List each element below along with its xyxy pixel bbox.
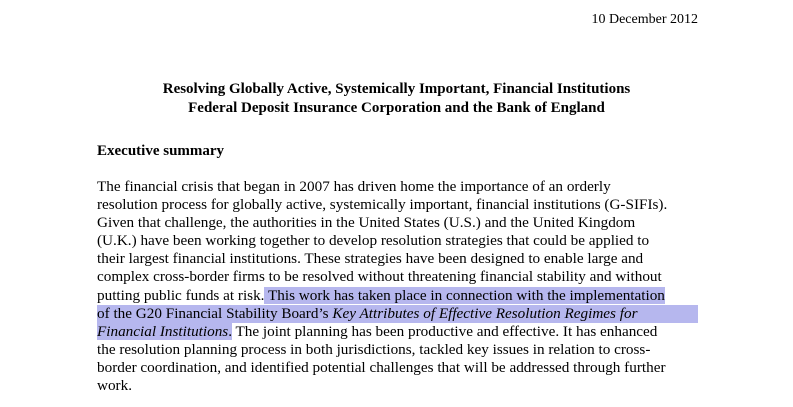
paragraph-line-2: resolution process for globally active, systemically important, financial institutions (G-SIFIs). (97, 196, 668, 214)
paragraph-line-10: the resolution planning process in both jurisdictions, tackled key issues in relation to cross- (97, 340, 651, 358)
paragraph-line-1: The financial crisis that began in 2007 has driven home the importance of an orderly (97, 178, 611, 195)
paragraph-line-11: border coordination, and identified potential challenges that will be addressed through further (97, 358, 666, 376)
line-8-plain-text: of the G20 Financial Stability Board’s (97, 304, 333, 322)
section-heading: Executive summary (97, 143, 225, 159)
paragraph-line-5: their largest financial institutions. These strategies have been designed to enable large and (97, 250, 644, 268)
text-selection-highlight[interactable] (97, 323, 232, 340)
paragraph-line-9 (97, 323, 717, 341)
document-title (0, 80, 793, 118)
paragraph-line-6: complex cross-border firms to be resolved without threatening financial stability and without (97, 268, 662, 286)
line-9-italic-title: Financial Institutions (97, 322, 229, 340)
line-7-plain-text: putting public funds at risk. (97, 286, 265, 304)
text-selection-highlight[interactable]: This work has taken place in connection with the implementation (264, 286, 665, 304)
paragraph-line-4: (U.K.) have been working together to develop resolution strategies that could be applied to (97, 232, 650, 250)
paragraph-line-3: Given that challenge, the authorities in the United States (U.S.) and the United Kingdom (97, 214, 636, 232)
paragraph-line-8 (97, 305, 717, 323)
paragraph-line-7 (97, 287, 717, 305)
document-date: 10 December 2012 (591, 12, 698, 27)
executive-summary-paragraph[interactable] (97, 178, 717, 395)
line-8-italic-title: Key Attributes of Effective Resolution Regimes for (332, 304, 638, 322)
title-line-2: Federal Deposit Insurance Corporation and the Bank of England (188, 100, 605, 116)
line-9-rest-text: The joint planning has been productive and effective. It has enhanced (232, 322, 658, 340)
paragraph-line-12: work. (97, 377, 133, 395)
line-9-period: . (228, 322, 232, 340)
text-selection-highlight[interactable] (97, 305, 698, 323)
title-line-1: Resolving Globally Active, Systemically Important, Financial Institutions (162, 81, 631, 97)
